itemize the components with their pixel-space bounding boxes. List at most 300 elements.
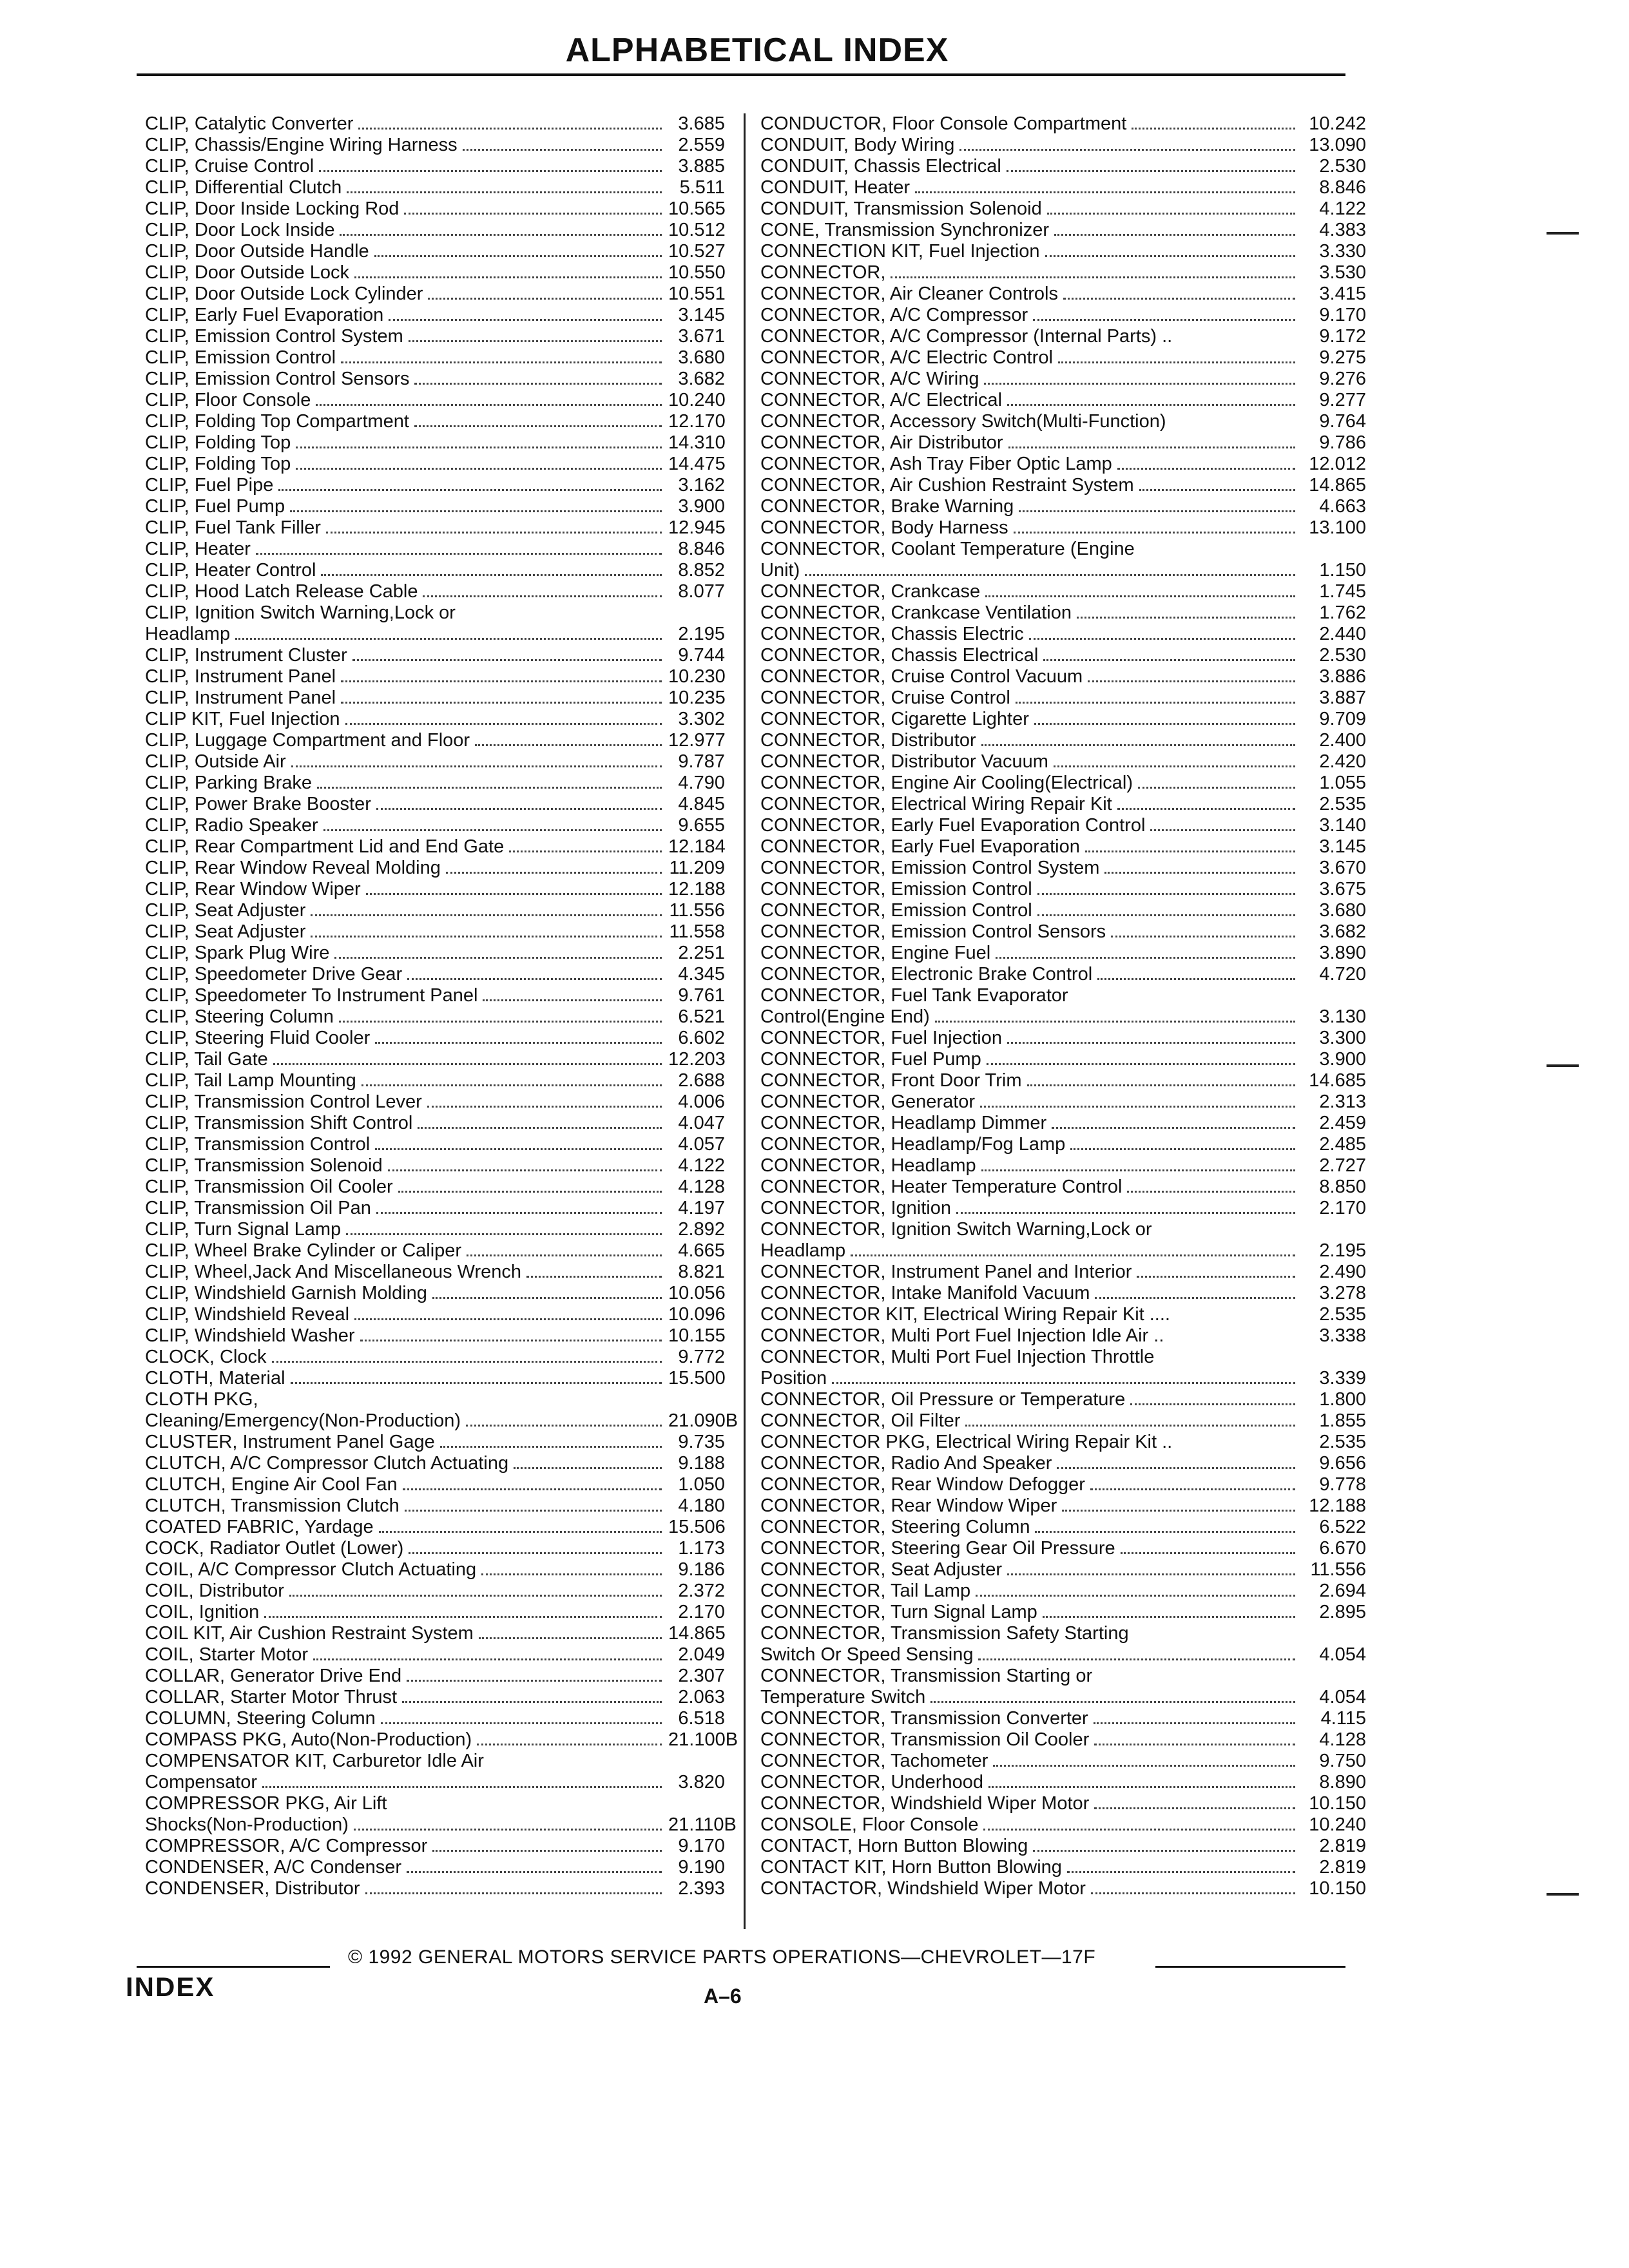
index-entry [145, 858, 725, 879]
entry-text: Switch Or Speed Sensing [760, 1644, 974, 1665]
entry-text: CLIP, Outside Air [145, 751, 286, 772]
index-entry [145, 1155, 725, 1177]
entry-reference: 10.512 [668, 220, 726, 240]
entry-reference: 12.203 [668, 1049, 726, 1070]
entry-text: Temperature Switch [760, 1687, 926, 1707]
entry-line [145, 496, 725, 517]
dot-leader [389, 319, 662, 321]
entry-reference: 2.490 [1319, 1262, 1366, 1282]
entry-line [760, 1389, 1366, 1410]
index-entry [145, 220, 725, 241]
entry-text: CLIP, Tail Lamp Mounting [145, 1070, 356, 1091]
dot-leader [1052, 1127, 1295, 1129]
entry-line [145, 198, 725, 220]
entry-text: CONNECTOR, Air Distributor [760, 432, 1003, 453]
index-entry [760, 411, 1366, 432]
entry-reference: 2.420 [1319, 751, 1366, 772]
dot-leader [398, 1191, 662, 1193]
entry-reference: 3.682 [678, 369, 725, 389]
dot-leader [1054, 765, 1295, 767]
entry-line [760, 1836, 1366, 1857]
entry-text: CONNECTOR, Fuel Injection [760, 1028, 1002, 1048]
entry-line [145, 241, 725, 262]
index-entry [760, 1177, 1366, 1198]
entry-continuation-line [145, 1772, 725, 1793]
dot-leader [1091, 1892, 1295, 1894]
entry-reference: 3.162 [678, 475, 725, 495]
index-entry [145, 1708, 725, 1729]
entry-text: CONNECTOR, Radio And Speaker [760, 1453, 1052, 1474]
index-entry [760, 1028, 1366, 1049]
entry-text: CLIP, Transmission Control Lever [145, 1091, 422, 1112]
entry-text: CONTACTOR, Windshield Wiper Motor [760, 1878, 1086, 1899]
index-entry [145, 1219, 725, 1240]
entry-text: CLIP, Spark Plug Wire [145, 943, 330, 963]
entry-reference: 3.302 [678, 709, 725, 729]
entry-text: CLIP, Early Fuel Evaporation [145, 305, 384, 325]
entry-text: CONNECTOR, Emission Control [760, 900, 1032, 921]
index-entry [145, 1325, 725, 1347]
entry-text: CONNECTOR, Steering Column [760, 1517, 1030, 1537]
dot-leader [965, 1425, 1295, 1427]
entry-line [760, 1325, 1366, 1347]
entry-text: COMPRESSOR, A/C Compressor [145, 1836, 428, 1856]
index-entry [145, 1028, 725, 1049]
entry-reference: 4.180 [678, 1495, 725, 1516]
index-entry [145, 1006, 725, 1028]
index-entry [760, 879, 1366, 900]
dot-leader [345, 723, 662, 725]
entry-text: COCK, Radiator Outlet (Lower) [145, 1538, 404, 1559]
entry-continuation-line [145, 1410, 738, 1432]
dot-leader [988, 1786, 1295, 1788]
entry-reference: 4.128 [1319, 1729, 1366, 1750]
dot-leader [313, 1658, 662, 1660]
footer-rule-right [1155, 1966, 1345, 1968]
entry-reference: 11.556 [1310, 1559, 1366, 1580]
entry-reference: 5.511 [679, 177, 725, 198]
entry-line [145, 751, 725, 773]
entry-line [760, 602, 1366, 624]
entry-text: CONNECTOR PKG, Electrical Wiring Repair Kit .. [760, 1432, 1173, 1452]
entry-line [145, 369, 725, 390]
entry-text: CONDUCTOR, Floor Console Compartment [760, 113, 1127, 134]
entry-text: CLIP, Transmission Oil Cooler [145, 1177, 393, 1197]
dot-leader [1132, 128, 1295, 130]
index-entry [760, 1517, 1366, 1538]
entry-text: CLOTH PKG, [145, 1389, 258, 1410]
entry-line [145, 1049, 725, 1070]
index-entry [145, 1581, 725, 1602]
dot-leader [272, 1361, 662, 1363]
entry-text: CONNECTOR, A/C Compressor [760, 305, 1028, 325]
entry-text: CONNECTOR, A/C Wiring [760, 369, 979, 389]
entry-reference: 4.845 [678, 794, 725, 814]
entry-text: CLUTCH, Transmission Clutch [145, 1495, 400, 1516]
footer-rule-left [137, 1966, 330, 1968]
index-entry [145, 687, 725, 709]
entry-line [760, 1262, 1366, 1283]
entry-text: CLIP, Speedometer To Instrument Panel [145, 985, 478, 1006]
entry-reference: 3.680 [678, 347, 725, 368]
entry-line [145, 1389, 725, 1410]
index-column-left [145, 113, 738, 1899]
entry-text: CLIP, Transmission Oil Pan [145, 1198, 371, 1218]
entry-text: CLIP, Differential Clutch [145, 177, 342, 198]
dot-leader [1104, 872, 1295, 874]
entry-reference: 9.188 [678, 1453, 725, 1474]
entry-reference: 3.886 [1319, 666, 1366, 687]
entry-line [760, 709, 1366, 730]
dot-leader [326, 532, 662, 533]
index-entry [760, 1836, 1366, 1857]
index-entry [145, 666, 725, 687]
index-entry [145, 347, 725, 369]
entry-reference: 2.195 [1319, 1240, 1366, 1261]
dot-leader [291, 765, 662, 767]
dot-leader [479, 1637, 662, 1639]
index-entry [145, 1517, 725, 1538]
index-entry [145, 1602, 725, 1623]
index-entry [760, 1751, 1366, 1772]
entry-text: COMPASS PKG, Auto(Non-Production) [145, 1729, 472, 1750]
entry-line [145, 666, 725, 687]
entry-reference: 4.128 [678, 1177, 725, 1197]
dot-leader [526, 1276, 662, 1278]
dot-leader [1057, 1467, 1295, 1469]
index-entry [760, 964, 1366, 985]
index-entry [760, 666, 1366, 687]
dot-leader [423, 595, 662, 597]
entry-line [145, 1836, 725, 1857]
entry-line [145, 1687, 725, 1708]
entry-line [145, 177, 725, 198]
entry-reference: 14.865 [1309, 475, 1366, 495]
entry-text: CLIP, Seat Adjuster [145, 900, 306, 921]
entry-line [760, 985, 1366, 1006]
entry-line [760, 411, 1366, 432]
dot-leader [1029, 638, 1295, 640]
entry-line [760, 262, 1366, 284]
entry-reference: 3.685 [678, 113, 725, 134]
entry-line [145, 284, 725, 305]
entry-line [145, 1474, 725, 1495]
entry-text: CLIP, Speedometer Drive Gear [145, 964, 403, 985]
index-entry [760, 751, 1366, 773]
index-entry [145, 879, 725, 900]
dot-leader [832, 1382, 1295, 1384]
dot-leader [1008, 447, 1295, 448]
entry-line [145, 1155, 725, 1177]
entry-text: CLIP, Floor Console [145, 390, 311, 410]
dot-leader [1043, 1616, 1295, 1618]
entry-reference: 3.145 [1319, 836, 1366, 857]
dot-leader [379, 1531, 662, 1533]
dot-leader [1007, 170, 1295, 172]
entry-reference: 9.786 [1319, 432, 1366, 453]
margin-mark [1547, 1064, 1579, 1067]
dot-leader [262, 1786, 662, 1788]
entry-reference: 9.709 [1319, 709, 1366, 729]
entry-reference: 21.110B [668, 1814, 737, 1835]
dot-leader [1094, 1722, 1295, 1724]
index-entry [760, 815, 1366, 836]
dot-leader [1035, 1531, 1295, 1533]
entry-line [760, 751, 1366, 773]
dot-leader [414, 425, 662, 427]
index-entry [145, 560, 725, 581]
entry-reference: 2.393 [678, 1878, 725, 1899]
entry-reference: 11.558 [669, 921, 725, 942]
entry-line [145, 1644, 725, 1666]
index-entry [760, 1070, 1366, 1091]
index-entry [145, 113, 725, 135]
entry-text: CONNECTOR, Headlamp/Fog Lamp [760, 1134, 1066, 1155]
dot-leader [987, 1063, 1295, 1065]
dot-leader [1047, 213, 1295, 215]
entry-reference: 14.685 [1309, 1070, 1366, 1091]
entry-reference: 10.565 [668, 198, 726, 219]
entry-text: CONDUIT, Chassis Electrical [760, 156, 1001, 177]
index-entry [760, 1389, 1366, 1410]
entry-reference: 8.821 [678, 1262, 725, 1282]
entry-text: CONNECTOR, Emission Control Sensors [760, 921, 1106, 942]
entry-text: CONNECTOR, Transmission Safety Starting [760, 1623, 1129, 1644]
entry-line [145, 1602, 725, 1623]
index-entry [760, 475, 1366, 496]
dot-leader [354, 1829, 662, 1831]
index-entry [145, 1134, 725, 1155]
entry-line [145, 1793, 725, 1814]
dot-leader [403, 1488, 662, 1490]
index-entry [145, 1368, 725, 1389]
entry-line [145, 1283, 725, 1304]
entry-continuation-line [760, 1687, 1366, 1708]
entry-reference: 2.313 [1319, 1091, 1366, 1112]
index-entry [760, 921, 1366, 943]
entry-reference: 10.242 [1309, 113, 1366, 134]
entry-line [760, 517, 1366, 539]
index-entry [760, 773, 1366, 794]
entry-line [145, 921, 725, 943]
index-entry [760, 709, 1366, 730]
entry-line [145, 1538, 725, 1559]
dot-leader [1043, 659, 1295, 661]
dot-leader [1139, 489, 1295, 491]
index-entry [760, 241, 1366, 262]
index-entry [760, 198, 1366, 220]
entry-text: COIL, Starter Motor [145, 1644, 309, 1665]
entry-reference: 10.240 [668, 390, 726, 410]
index-entry [145, 1389, 738, 1432]
entry-reference: 2.892 [678, 1219, 725, 1240]
entry-reference: 10.056 [668, 1283, 726, 1303]
entry-line [145, 1729, 738, 1751]
dot-leader [376, 1212, 662, 1214]
index-entry [760, 1113, 1366, 1134]
index-entry [145, 1729, 738, 1751]
entry-line [145, 1091, 725, 1113]
index-entry [145, 135, 725, 156]
entry-reference: 9.778 [1319, 1474, 1366, 1495]
entry-line [760, 1729, 1366, 1751]
index-entry [145, 1240, 725, 1262]
entry-reference: 2.372 [678, 1581, 725, 1601]
index-entry [760, 1857, 1366, 1878]
dot-leader [428, 298, 662, 300]
entry-line [760, 1602, 1366, 1623]
entry-reference: 12.977 [668, 730, 726, 751]
entry-text: COATED FABRIC, Yardage [145, 1517, 374, 1537]
index-entry [145, 1049, 725, 1070]
dot-leader [402, 1701, 662, 1703]
entry-line [760, 1857, 1366, 1878]
dot-leader [1016, 702, 1295, 704]
entry-text: CONNECTION KIT, Fuel Injection [760, 241, 1040, 262]
entry-text: CONNECTOR KIT, Electrical Wiring Repair Kit .... [760, 1304, 1170, 1325]
index-entry [760, 454, 1366, 475]
dot-leader [805, 574, 1295, 576]
index-entry [760, 1198, 1366, 1219]
entry-reference: 2.535 [1319, 1304, 1366, 1325]
entry-line [145, 1177, 725, 1198]
entry-line [760, 1666, 1366, 1687]
index-entry [760, 794, 1366, 815]
dot-leader [1077, 617, 1295, 619]
entry-reference: 4.790 [678, 773, 725, 793]
entry-line [760, 1474, 1366, 1495]
index-entry [760, 1155, 1366, 1177]
entry-text: CONNECTOR, Air Cleaner Controls [760, 284, 1058, 304]
entry-line [760, 1453, 1366, 1474]
entry-line [145, 581, 725, 602]
index-entry [145, 369, 725, 390]
index-entry [145, 517, 725, 539]
entry-line [760, 900, 1366, 921]
index-entry [760, 1091, 1366, 1113]
entry-line [145, 1432, 725, 1453]
entry-line [760, 1028, 1366, 1049]
entry-line [145, 220, 725, 241]
entry-line [760, 1091, 1366, 1113]
entry-text: Headlamp [760, 1240, 846, 1261]
entry-text: CONE, Transmission Synchronizer [760, 220, 1050, 240]
index-entry [145, 1623, 725, 1644]
index-entry [760, 1453, 1366, 1474]
entry-reference: 10.240 [1309, 1814, 1366, 1835]
entry-text: CLIP, Door Lock Inside [145, 220, 335, 240]
entry-text: CLIP, Wheel,Jack And Miscellaneous Wrench [145, 1262, 522, 1282]
entry-text: CONNECTOR, Air Cushion Restraint System [760, 475, 1134, 495]
entry-text: CLIP, Transmission Shift Control [145, 1113, 413, 1133]
dot-leader [1117, 808, 1295, 810]
entry-reference: 1.762 [1319, 602, 1366, 623]
entry-text: CONSOLE, Floor Console [760, 1814, 979, 1835]
index-entry [760, 645, 1366, 666]
index-entry [760, 900, 1366, 921]
index-entry [760, 1495, 1366, 1517]
index-entry [145, 1857, 725, 1878]
entry-line [760, 964, 1366, 985]
entry-line [760, 1517, 1366, 1538]
dot-leader [1090, 1488, 1295, 1490]
entry-text: CLIP, Seat Adjuster [145, 921, 306, 942]
entry-text: CONNECTOR, Heater Temperature Control [760, 1177, 1123, 1197]
index-entry [145, 900, 725, 921]
index-entry [145, 432, 725, 454]
entry-line [760, 135, 1366, 156]
index-entry [145, 1432, 725, 1453]
entry-line [145, 1262, 725, 1283]
entry-line [145, 964, 725, 985]
dot-leader [514, 1467, 662, 1469]
dot-leader [446, 872, 662, 874]
entry-line [760, 730, 1366, 751]
entry-line [145, 1857, 725, 1878]
dot-leader [467, 1254, 662, 1256]
dot-leader [235, 638, 662, 640]
entry-text: CLIP, Radio Speaker [145, 815, 318, 836]
entry-line [145, 1113, 725, 1134]
dot-leader [405, 1510, 662, 1512]
entry-text: CLIP, Door Outside Lock Cylinder [145, 284, 423, 304]
dot-leader [311, 936, 662, 937]
entry-line [760, 1581, 1366, 1602]
entry-text: CLIP, Door Inside Locking Rod [145, 198, 400, 219]
entry-text: CLIP, Power Brake Booster [145, 794, 371, 814]
index-entry [145, 602, 725, 645]
entry-line [145, 1517, 725, 1538]
entry-reference: 10.235 [668, 687, 726, 708]
entry-text: CONNECTOR, Electronic Brake Control [760, 964, 1093, 985]
index-entry [145, 1177, 725, 1198]
entry-reference: 3.300 [1319, 1028, 1366, 1048]
entry-reference: 4.054 [1319, 1687, 1366, 1707]
entry-text: CLIP, Cruise Control [145, 156, 314, 177]
dot-leader [321, 574, 662, 576]
index-entry [145, 198, 725, 220]
entry-line [145, 773, 725, 794]
entry-text: Headlamp [145, 624, 231, 644]
index-entry [760, 220, 1366, 241]
entry-reference: 3.339 [1319, 1368, 1366, 1389]
entry-line [760, 347, 1366, 369]
dot-leader [1014, 532, 1295, 533]
entry-line [760, 1134, 1366, 1155]
dot-leader [365, 1892, 662, 1894]
index-entry [760, 1878, 1366, 1899]
entry-line [145, 411, 725, 432]
dot-leader [381, 1722, 662, 1724]
index-entry [760, 730, 1366, 751]
entry-reference: 3.278 [1319, 1283, 1366, 1303]
index-entry [145, 1538, 725, 1559]
index-entry [760, 135, 1366, 156]
index-entry [760, 1134, 1366, 1155]
entry-text: CONNECTOR, Generator [760, 1091, 976, 1112]
entry-reference: 3.670 [1319, 858, 1366, 878]
entry-text: CONNECTOR, A/C Electrical [760, 390, 1002, 410]
entry-line [145, 1006, 725, 1028]
entry-text: CONNECTOR, Accessory Switch(Multi-Function) [760, 411, 1166, 432]
entry-line [760, 1793, 1366, 1814]
entry-text: CLIP, Windshield Reveal [145, 1304, 350, 1325]
entry-line [760, 1432, 1366, 1453]
entry-reference: 9.761 [678, 985, 725, 1006]
entry-reference: 9.190 [678, 1857, 725, 1878]
entry-text: CONNECTOR, Emission Control [760, 879, 1032, 899]
entry-line [760, 305, 1366, 326]
